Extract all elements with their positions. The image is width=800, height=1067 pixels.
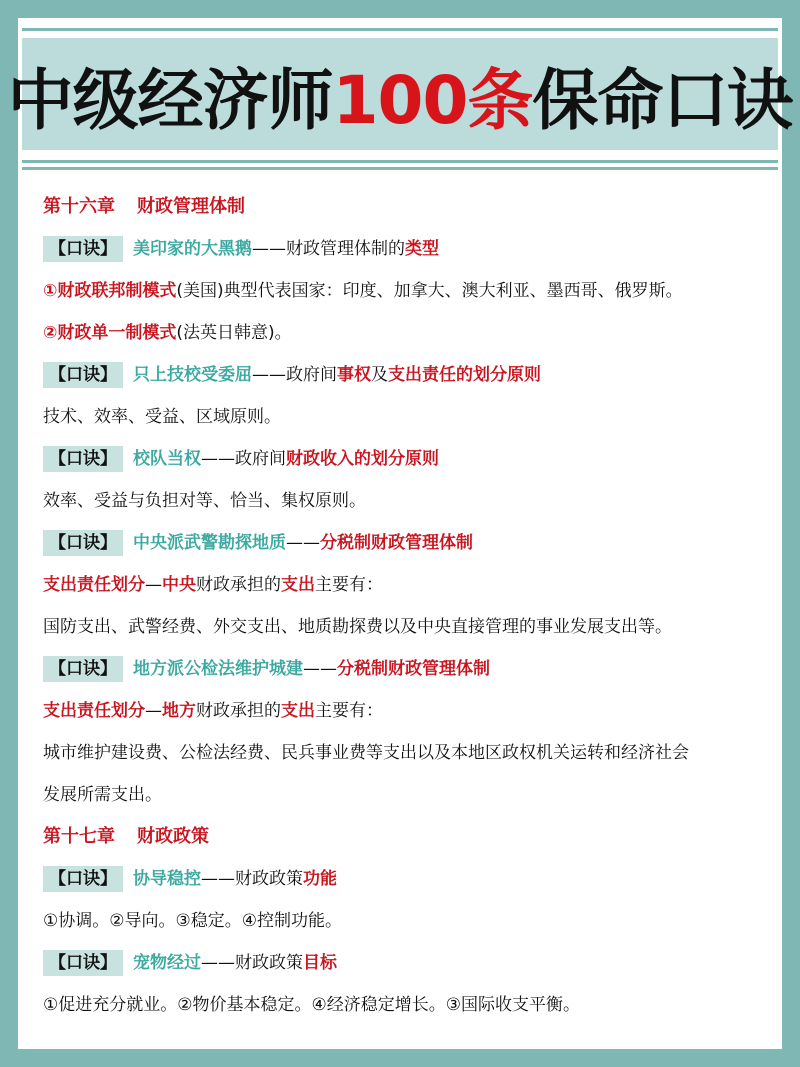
chapter-number: 第十六章 — [43, 196, 115, 217]
topic-highlight: 支出责任的划分原则 — [388, 365, 541, 385]
title-rule-2 — [22, 167, 778, 170]
body-line — [43, 774, 763, 816]
mnemonic-sep: —— — [303, 659, 337, 679]
mnemonic-tag: 【口诀】 — [43, 656, 123, 682]
mnemonic-tag: 【口诀】 — [43, 362, 123, 388]
body-text: (法英日韩意)。 — [176, 323, 292, 343]
term-highlight: ②财政单一制模式 — [43, 323, 177, 343]
body-text: (美国)典型代表国家：印度、加拿大、澳大利亚、墨西哥、俄罗斯。 — [176, 281, 683, 301]
term-highlight: 支出责任划分 — [43, 701, 145, 721]
mnemonic-line — [43, 228, 763, 270]
mnemonic-text: 协导稳控 — [133, 869, 201, 889]
mnemonic-tag: 【口诀】 — [43, 530, 123, 556]
term-highlight: 支出责任划分 — [43, 575, 145, 595]
mnemonic-sep: —— — [201, 953, 235, 973]
mnemonic-tag: 【口诀】 — [43, 236, 123, 262]
mnemonic-sep: —— — [201, 449, 235, 469]
body-line — [43, 312, 763, 354]
body-text: 效率、受益与负担对等、恰当、集权原则。 — [43, 491, 366, 511]
body-line — [43, 564, 763, 606]
mnemonic-sep: —— — [286, 533, 320, 553]
mnemonic-line — [43, 858, 763, 900]
mnemonic-sep: —— — [252, 365, 286, 385]
term-highlight: ①财政联邦制模式 — [43, 281, 177, 301]
mnemonic-text: 宠物经过 — [133, 953, 201, 973]
mnemonic-line — [43, 942, 763, 984]
mnemonic-line — [43, 354, 763, 396]
title-highlight: 100条 — [332, 61, 533, 139]
term-highlight: 支出 — [281, 575, 315, 595]
chapter-heading — [43, 186, 763, 228]
body-line — [43, 606, 763, 648]
mnemonic-line — [43, 648, 763, 690]
mnemonic-tag: 【口诀】 — [43, 446, 123, 472]
page-title — [7, 38, 793, 150]
body-line — [43, 984, 763, 1026]
term-highlight: 中央 — [162, 575, 196, 595]
body-line — [43, 270, 763, 312]
topic-highlight: 分税制财政管理体制 — [337, 659, 490, 679]
mnemonic-line — [43, 522, 763, 564]
mnemonic-text: 只上技校受委屈 — [133, 365, 252, 385]
mnemonic-tag: 【口诀】 — [43, 866, 123, 892]
chapter-heading — [43, 816, 763, 858]
chapter-name: 财政管理体制 — [137, 196, 245, 217]
mnemonic-line — [43, 438, 763, 480]
body-text: ①协调。②导向。③稳定。④控制功能。 — [43, 911, 342, 931]
chapter-name: 财政政策 — [137, 826, 209, 847]
body-text: — — [145, 701, 162, 721]
body-text: — — [145, 575, 162, 595]
body-line — [43, 732, 763, 774]
topic-text: 政府间 — [286, 365, 337, 385]
content — [43, 186, 763, 1026]
body-text: 国防支出、武警经费、外交支出、地质勘探费以及中央直接管理的事业发展支出等。 — [43, 617, 672, 637]
body-text: 发展所需支出。 — [43, 785, 162, 805]
topic-text: 财政政策 — [235, 869, 303, 889]
mnemonic-tag: 【口诀】 — [43, 950, 123, 976]
mnemonic-text: 美印家的大黑鹅 — [133, 239, 252, 259]
body-line — [43, 690, 763, 732]
mnemonic-sep: —— — [252, 239, 286, 259]
body-text: 财政承担的 — [196, 575, 281, 595]
topic-highlight: 类型 — [405, 239, 439, 259]
body-text: 技术、效率、受益、区域原则。 — [43, 407, 281, 427]
topic-highlight: 分税制财政管理体制 — [320, 533, 473, 553]
body-line — [43, 900, 763, 942]
body-text: 主要有： — [315, 701, 383, 721]
topic-highlight: 目标 — [303, 953, 337, 973]
topic-highlight: 功能 — [303, 869, 337, 889]
term-highlight: 支出 — [281, 701, 315, 721]
title-rule — [22, 160, 778, 163]
topic-text: 及 — [371, 365, 388, 385]
term-highlight: 地方 — [162, 701, 196, 721]
body-line — [43, 396, 763, 438]
topic-highlight: 事权 — [337, 365, 371, 385]
mnemonic-text: 中央派武警勘探地质 — [133, 533, 286, 553]
topic-text: 政府间 — [235, 449, 286, 469]
title-part1: 中级经济师 — [7, 61, 333, 139]
title-part2: 保命口诀 — [532, 61, 793, 139]
mnemonic-text: 校队当权 — [133, 449, 201, 469]
topic-text: 财政政策 — [235, 953, 303, 973]
body-text: 财政承担的 — [196, 701, 281, 721]
body-text: 主要有： — [315, 575, 383, 595]
body-text: 城市维护建设费、公检法经费、民兵事业费等支出以及本地区政权机关运转和经济社会 — [43, 743, 689, 763]
top-rule — [22, 28, 778, 31]
body-text: ①促进充分就业。②物价基本稳定。④经济稳定增长。③国际收支平衡。 — [43, 995, 580, 1015]
chapter-number: 第十七章 — [43, 826, 115, 847]
mnemonic-sep: —— — [201, 869, 235, 889]
topic-text: 财政管理体制的 — [286, 239, 405, 259]
topic-highlight: 财政收入的划分原则 — [286, 449, 439, 469]
mnemonic-text: 地方派公检法维护城建 — [133, 659, 303, 679]
body-line — [43, 480, 763, 522]
